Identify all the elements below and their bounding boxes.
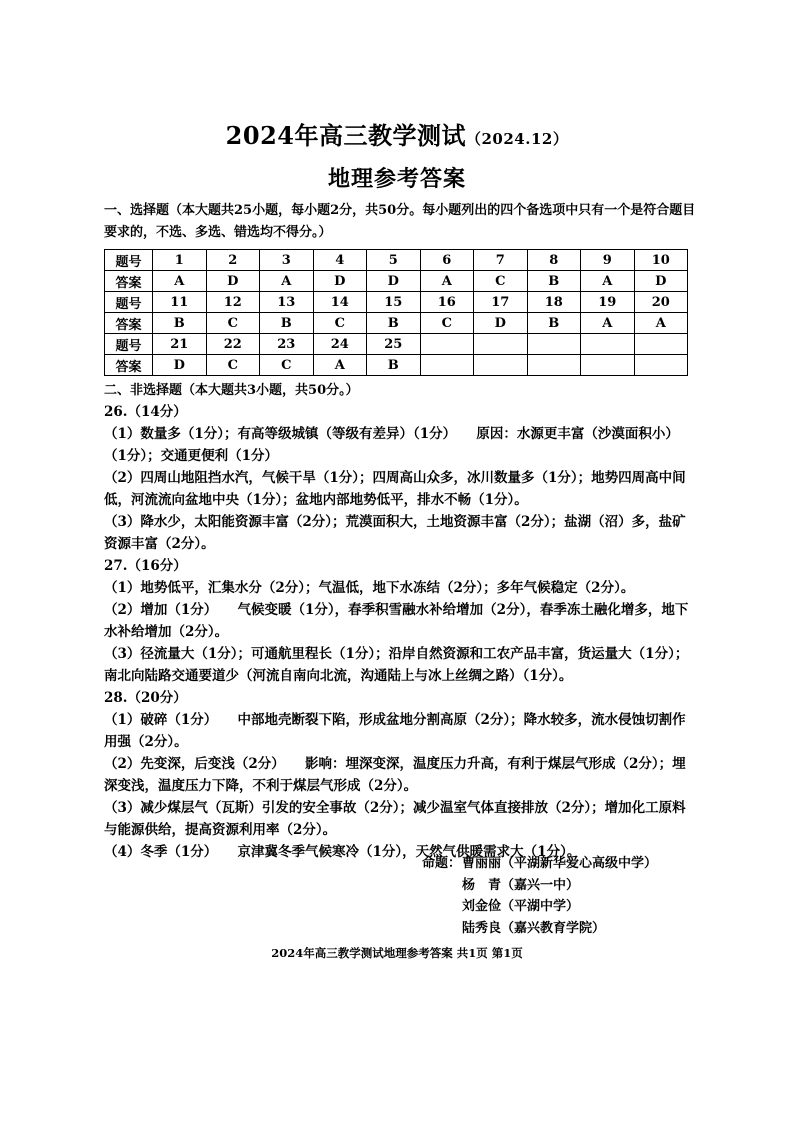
table-cell: 1	[153, 250, 207, 271]
table-cell: 20	[634, 292, 688, 313]
table-cell: C	[474, 271, 528, 292]
table-cell: 15	[367, 292, 421, 313]
table-cell: C	[420, 313, 474, 334]
credits-block	[422, 853, 722, 939]
table-cell: B	[153, 313, 207, 334]
table-row	[105, 250, 688, 271]
page-title	[0, 116, 794, 151]
table-cell: 18	[527, 292, 581, 313]
table-cell: 11	[153, 292, 207, 313]
table-cell: 6	[420, 250, 474, 271]
q27-part1: （1）地势低平，汇集水分（2分）；气温低，地下水冻结（2分）；多年气候稳定（2分）。	[104, 580, 635, 596]
table-row	[105, 271, 688, 292]
table-cell: 19	[581, 292, 635, 313]
table-cell: 10	[634, 250, 688, 271]
table-cell: B	[527, 271, 581, 292]
table-cell	[474, 334, 528, 355]
table-cell: D	[313, 271, 367, 292]
credit-name: 刘金俭（平湖中学）	[462, 899, 580, 914]
table-cell: B	[260, 313, 314, 334]
section2-heading: 二、非选择题（本大题共3小题，共50分。）	[104, 383, 359, 398]
section1-heading: 一、选择题（本大题共25小题，每小题2分，共50分。每小题列出的四个备选项中只有一个是符合题目要求的，不选、多选、错选均不得分。）	[104, 203, 696, 240]
q28-part2: （2）先变深，后变浅（2分） 影响：埋深变深，温度压力升高，有利于煤层气形成（2分）；埋深变浅，温度压力下降，不利于煤层气形成（2分）。	[104, 756, 686, 794]
table-cell: C	[206, 313, 260, 334]
title-text: 2024年高三教学测试	[225, 121, 466, 150]
table-cell: 13	[260, 292, 314, 313]
credits-label: 命题：	[422, 856, 462, 871]
credit-name: 杨 青（嘉兴一中）	[462, 877, 580, 893]
q26-part2: （2）四周山地阻挡水汽，气候干旱（1分）；四周高山众多，冰川数量多（1分）；地势四周高中间低，河流流向盆地中央（1分）；盆地内部地势低平，排水不畅（1分）。	[104, 470, 686, 508]
table-cell: C	[206, 355, 260, 376]
q28-part3: （3）减少煤层气（瓦斯）引发的安全事故（2分）；减少温室气体直接排放（2分）；增加化工原料与能源供给，提高资源利用率（2分）。	[104, 800, 686, 838]
table-cell	[581, 334, 635, 355]
page-footer: 2024年高三教学测试地理参考答案 共1页 第1页	[271, 946, 523, 960]
table-cell: A	[313, 355, 367, 376]
q28-heading: 28.（20分）	[104, 690, 187, 706]
table-row	[105, 313, 688, 334]
row-label: 题号	[105, 292, 153, 313]
table-cell: D	[206, 271, 260, 292]
credit-name: 曹丽丽（平湖新华爱心高级中学）	[462, 856, 658, 871]
table-cell: 4	[313, 250, 367, 271]
table-cell: A	[260, 271, 314, 292]
table-cell: A	[634, 313, 688, 334]
table-cell: 25	[367, 334, 421, 355]
table-cell: 2	[206, 250, 260, 271]
table-cell: B	[367, 355, 421, 376]
q27-part3: （3）径流量大（1分）；可通航里程长（1分）；沿岸自然资源和工农产品丰富，货运量大（1分）；南北向陆路交通要道少（河流自南向北流，沟通陆上与冰上丝绸之路）（1分）。	[104, 646, 689, 684]
table-cell	[420, 355, 474, 376]
q28-part4: （4）冬季（1分） 京津冀冬季气候寒冷（1分），天然气供暖需求大（1分）。	[104, 844, 581, 860]
table-cell	[420, 334, 474, 355]
table-cell	[581, 355, 635, 376]
table-cell: 3	[260, 250, 314, 271]
table-cell: 23	[260, 334, 314, 355]
table-cell: D	[474, 313, 528, 334]
row-label: 答案	[105, 271, 153, 292]
table-cell: 16	[420, 292, 474, 313]
credit-name: 陆秀良（嘉兴教育学院）	[462, 920, 606, 936]
row-label: 答案	[105, 313, 153, 334]
table-cell: A	[581, 313, 635, 334]
table-row	[105, 292, 688, 313]
q26-heading: 26.（14分）	[104, 404, 187, 420]
table-cell: C	[260, 355, 314, 376]
table-cell: 24	[313, 334, 367, 355]
table-cell	[474, 355, 528, 376]
title-date: （2024.12）	[465, 130, 569, 148]
q27-heading: 27.（16分）	[104, 558, 187, 574]
table-cell	[634, 355, 688, 376]
table-cell: D	[153, 355, 207, 376]
table-cell	[527, 334, 581, 355]
table-cell: A	[420, 271, 474, 292]
table-cell: 9	[581, 250, 635, 271]
q27-part2: （2）增加（1分） 气候变暖（1分），春季积雪融水补给增加（2分），春季冻土融化增多，地下水补给增加（2分）。	[104, 602, 689, 640]
table-cell: 7	[474, 250, 528, 271]
table-cell: 22	[206, 334, 260, 355]
table-cell: D	[634, 271, 688, 292]
q28-part1: （1）破碎（1分） 中部地壳断裂下陷，形成盆地分割高原（2分）；降水较多，流水侵蚀切割作用强（2分）。	[104, 712, 686, 750]
table-cell: 17	[474, 292, 528, 313]
table-cell: D	[367, 271, 421, 292]
answer-table	[104, 249, 688, 376]
q26-part1: （1）数量多（1分）；有高等级城镇（等级有差异）（1分） 原因：水源更丰富（沙漠面积小）（1分）；交通更便利（1分）	[104, 426, 679, 464]
table-cell: C	[313, 313, 367, 334]
row-label: 题号	[105, 334, 153, 355]
table-cell: 8	[527, 250, 581, 271]
table-row	[105, 355, 688, 376]
row-label: 答案	[105, 355, 153, 376]
q26-part3: （3）降水少，太阳能资源丰富（2分）；荒漠面积大，土地资源丰富（2分）；盐湖（沼）多，盐矿资源丰富（2分）。	[104, 514, 686, 552]
page-subtitle: 地理参考答案	[327, 166, 466, 192]
table-cell: 5	[367, 250, 421, 271]
table-cell: B	[527, 313, 581, 334]
table-cell: 21	[153, 334, 207, 355]
table-row	[105, 334, 688, 355]
table-cell: 12	[206, 292, 260, 313]
table-cell: 14	[313, 292, 367, 313]
row-label: 题号	[105, 250, 153, 271]
table-cell: B	[367, 313, 421, 334]
table-cell: A	[153, 271, 207, 292]
table-cell	[527, 355, 581, 376]
answer-body	[104, 401, 692, 863]
table-cell	[634, 334, 688, 355]
table-cell: A	[581, 271, 635, 292]
